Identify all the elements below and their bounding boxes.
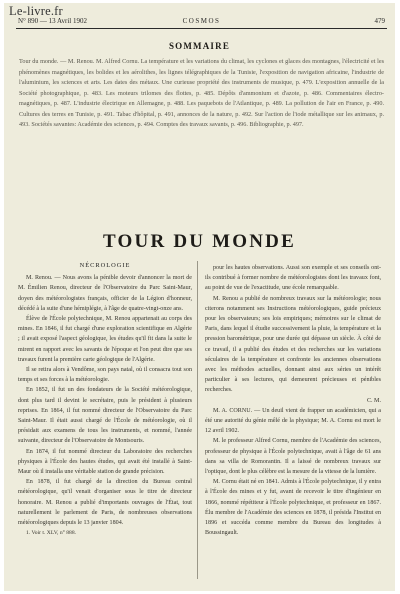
journal-name: COSMOS (182, 17, 221, 25)
cornu-heading: M. A. CORNU. — Un deuil vient de frapper un académicien, qui a été une autorité du génie mêlé de la physique; M. A. Cornu est mort le 12 avril 1902. (205, 407, 381, 435)
signature: C. M. (366, 397, 381, 404)
site-watermark: Le-livre.fr (9, 4, 63, 18)
right-column (205, 263, 381, 581)
column-divider (197, 261, 198, 579)
paragraph: M. Renou a publié de nombreux travaux sur la météorologie; nous citerons notamment ses Instructions météorologiques, guide précieux pour les observateurs; ses lois empiriques; mémoires sur le climat de Paris, dans lequel il étudie successivement la pluie, la température et la pression barométrique, pour une durée qui dépasse un siècle. À côté de ce travail, il a publié des études et des recherches sur les variations séculaires de la température et confronte les anciennes observations avec les méthodes actuelles, donnant ainsi aux séries un intérêt particulier à ses lectures, qui demeurent précieuses et pénibles recherches. (205, 295, 381, 394)
section-title: TOUR DU MONDE (103, 231, 296, 252)
running-head (18, 17, 385, 27)
sommaire-text: Tour du monde. — M. Renou. M. Alfred Cornu. La température et les variations du climat, les cyclones et glaces des montagnes, l'électricité et les phénomènes magnétiques, les bolides et les aérolithes, les lignes télégraphiques de la Tunisie, l'exposition de navigation africaine, l'industrie de l'aluminium, les sciences et arts. Les dates des métaux. Une curieuse propriété des instruments de musique, p. 479. L'exposition annuelle de la Société photographique, p. 483. Les moteurs trilomes des flottes, p. 485. Dépôts d'ammonium et d'azote, p. 486. Commentaires électro-magnétiques, p. 487. L'industrie électrique en Allemagne, p. 488. Les paquebots de l'Atlantique, p. 489. La pollution de l'air en France, p. 490. Cultures des terres en Tunisie, p. 491. Tabac d'hôpital, p. 491, annonces de la nature, p. 492. Sur l'action de l'iode métallique sur les animaux, p. 493. Sociétés savantes: Académie des sciences, p. 494. Comptes des travaux savants, p. 496. Bibliographie, p. 497. (19, 58, 384, 128)
paragraph: pour les hautes observations. Aussi son exemple et ses conseils ont-ils contribué à former nombre de météorologistes dont les travaux font, au point de vue de l'exactitude, une école remarquable. (205, 265, 381, 292)
header-rule (16, 28, 387, 29)
footnote: 1. Voir t. XLV, n° 888. (26, 530, 77, 537)
left-column (18, 261, 192, 579)
necrologie-heading: NÉCROLOGIE (79, 262, 131, 269)
paragraph: M. le professeur Alfred Cornu, membre de l'Académie des sciences, professeur de physique à l'École polytechnique, avait à l'âge de 61 ans dans sa villa de Romorantin. Il a laissé de nombreux travaux sur l'optique, dont le plus célèbre est la mesure de la vitesse de la lumière. (205, 438, 381, 476)
page-number: 479 (374, 17, 385, 25)
paragraph: En 1878, il fut chargé de la direction du Bureau central météorologique, qu'il venait d'organiser sous le titre de directeur honoraire. M. Renou a publié d'importants ouvrages de l'État, tout naturellement le parlement de Paris, de nombreuses observations météorologiques depuis le 13 janvier 1804. (18, 479, 192, 527)
paragraph: M. Cornu était né en 1841. Admis à l'École polytechnique, il y entra à l'École des mines et y fut, avant de recevoir le titre d'ingénieur en 1866, nommé répétiteur à l'École polytechnique, et professeur en 1867. Élu membre de l'Académie des sciences en 1878, il présida l'Institut en 1896 et succéda comme membre du Bureau des longitudes à Boussingault. (205, 479, 381, 537)
paragraph: En 1852, il fut un des fondateurs de la Société météorologique, dont plus tard il devint le secrétaire, puis le président à plusieurs reprises. En 1864, il fut nommé directeur de l'Observatoire du Parc Saint-Maur. Il était aussi chargé de l'École de météorologie, où il présidait aux examens de tous les instruments, et nommé, l'année suivante, directeur de l'Observatoire de Montsouris. (18, 387, 192, 445)
scanned-page (4, 3, 395, 591)
paragraph: Élève de l'École polytechnique, M. Renou appartenait au corps des mines. En 1846, il fut chargé d'une exploration scientifique en Algérie ; il avait exposé l'aspect géologique, les études qu'il fit dans la suite le mirent en rapport avec les savants de l'époque et l'on peut dire que ses travaux furent la première carte géologique de l'Algérie. (18, 316, 192, 363)
paragraph: En 1874, il fut nommé directeur du Laboratoire des recherches physiques à l'École des hautes études, qui avait été installé à Saint-Maur où il installa une véritable station de grande précision. (18, 448, 192, 476)
issue-number: N° 890 — 13 Avril 1902 (18, 17, 87, 25)
paragraph: Il se retira alors à Vendôme, son pays natal, où il consacra tout son temps et ses forces à la météorologie. (18, 367, 192, 384)
sommaire-heading: SOMMAIRE (168, 41, 231, 51)
paragraph: M. Renou. — Nous avons la pénible devoir d'annoncer la mort de M. Émilien Renou, directeur de l'Observatoire du Parc Saint-Maur, doyen des météorologistes français, officier de la Légion d'honneur, décédé à la suite d'une hémiplégie, à l'âge de quatre-vingt-onze ans. (18, 275, 192, 312)
